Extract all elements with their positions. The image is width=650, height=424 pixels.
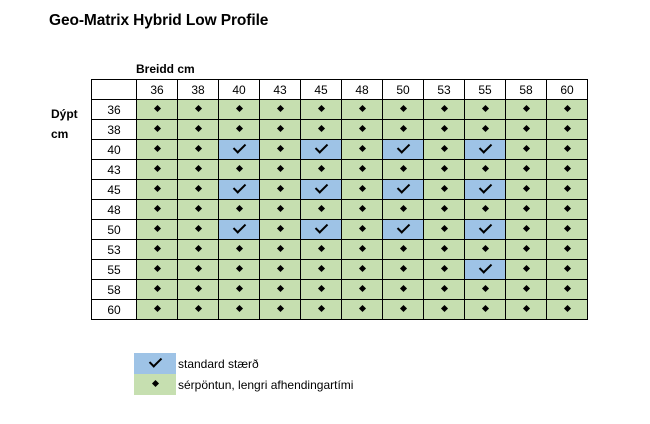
- special-order-cell: [506, 200, 547, 220]
- special-order-cell: [547, 260, 588, 280]
- diamond-icon: [276, 165, 283, 172]
- special-order-cell: [547, 160, 588, 180]
- special-order-cell: [301, 160, 342, 180]
- diamond-icon: [235, 105, 242, 112]
- diamond-icon: [358, 245, 365, 252]
- diamond-icon: [563, 245, 570, 252]
- special-order-cell: [260, 240, 301, 260]
- diamond-icon: [317, 285, 324, 292]
- diamond-icon: [522, 165, 529, 172]
- special-order-cell: [465, 300, 506, 320]
- diamond-icon: [317, 265, 324, 272]
- diamond-icon: [522, 305, 529, 312]
- special-order-cell: [465, 120, 506, 140]
- legend: [134, 353, 353, 395]
- check-icon: [314, 221, 327, 234]
- depth-header-cell: 58: [92, 280, 137, 300]
- standard-size-cell: [383, 140, 424, 160]
- table-row: [92, 260, 588, 280]
- special-order-cell: [178, 220, 219, 240]
- special-order-cell: [178, 240, 219, 260]
- check-icon: [232, 141, 245, 154]
- standard-size-cell: [219, 220, 260, 240]
- check-icon: [396, 141, 409, 154]
- special-order-cell: [219, 300, 260, 320]
- diamond-icon: [399, 305, 406, 312]
- special-order-cell: [137, 240, 178, 260]
- table-row: [92, 160, 588, 180]
- table-row: [92, 300, 588, 320]
- special-order-cell: [506, 300, 547, 320]
- special-order-cell: [301, 260, 342, 280]
- diamond-icon: [153, 185, 160, 192]
- special-order-cell: [260, 280, 301, 300]
- legend-item-standard: [134, 353, 353, 374]
- diamond-icon: [276, 225, 283, 232]
- special-order-cell: [547, 220, 588, 240]
- diamond-icon: [522, 125, 529, 132]
- depth-header-cell: 50: [92, 220, 137, 240]
- diamond-icon: [153, 125, 160, 132]
- special-order-cell: [219, 120, 260, 140]
- diamond-icon: [151, 379, 158, 386]
- check-icon: [232, 181, 245, 194]
- table-row: [92, 200, 588, 220]
- corner-cell: [92, 80, 137, 100]
- special-order-cell: [178, 140, 219, 160]
- standard-size-cell: [465, 260, 506, 280]
- diamond-icon: [276, 125, 283, 132]
- special-order-cell: [506, 180, 547, 200]
- width-header-cell: 38: [178, 80, 219, 100]
- special-order-cell: [506, 260, 547, 280]
- diamond-icon: [276, 305, 283, 312]
- diamond-icon: [563, 145, 570, 152]
- legend-label-standard: standard stærð: [178, 356, 259, 371]
- diamond-icon: [358, 185, 365, 192]
- diamond-icon: [399, 265, 406, 272]
- special-order-cell: [424, 200, 465, 220]
- special-order-cell: [178, 160, 219, 180]
- diamond-icon: [153, 305, 160, 312]
- special-order-cell: [301, 240, 342, 260]
- special-order-cell: [260, 260, 301, 280]
- standard-size-cell: [383, 220, 424, 240]
- special-order-cell: [383, 120, 424, 140]
- special-order-cell: [137, 140, 178, 160]
- depth-header-cell: 45: [92, 180, 137, 200]
- check-icon: [314, 141, 327, 154]
- special-order-cell: [465, 200, 506, 220]
- diamond-icon: [522, 245, 529, 252]
- special-order-cell: [342, 120, 383, 140]
- diamond-icon: [481, 105, 488, 112]
- diamond-icon: [522, 145, 529, 152]
- check-icon: [314, 181, 327, 194]
- special-order-cell: [547, 200, 588, 220]
- special-order-cell: [301, 100, 342, 120]
- diamond-icon: [194, 185, 201, 192]
- special-order-cell: [219, 260, 260, 280]
- special-order-cell: [260, 120, 301, 140]
- special-order-cell: [465, 280, 506, 300]
- diamond-icon: [563, 305, 570, 312]
- special-order-cell: [547, 280, 588, 300]
- special-order-cell: [547, 300, 588, 320]
- depth-axis-label: [51, 104, 78, 144]
- diamond-icon: [563, 205, 570, 212]
- diamond-icon: [358, 165, 365, 172]
- diamond-icon: [522, 225, 529, 232]
- standard-size-cell: [219, 140, 260, 160]
- special-order-cell: [547, 120, 588, 140]
- diamond-icon: [194, 145, 201, 152]
- special-order-cell: [424, 140, 465, 160]
- size-matrix-table: [91, 79, 588, 320]
- special-order-cell: [219, 100, 260, 120]
- diamond-icon: [235, 245, 242, 252]
- check-icon: [148, 354, 161, 367]
- special-order-cell: [424, 240, 465, 260]
- width-header-cell: 36: [137, 80, 178, 100]
- diamond-icon: [235, 285, 242, 292]
- diamond-icon: [440, 185, 447, 192]
- diamond-icon: [194, 245, 201, 252]
- standard-size-cell: [465, 180, 506, 200]
- check-icon: [478, 221, 491, 234]
- diamond-icon: [194, 205, 201, 212]
- depth-header-cell: 53: [92, 240, 137, 260]
- diamond-icon: [440, 305, 447, 312]
- diamond-icon: [358, 105, 365, 112]
- special-order-cell: [424, 120, 465, 140]
- diamond-icon: [481, 245, 488, 252]
- diamond-icon: [440, 165, 447, 172]
- special-order-cell: [547, 140, 588, 160]
- diamond-icon: [358, 225, 365, 232]
- special-order-cell: [424, 300, 465, 320]
- special-order-cell: [137, 160, 178, 180]
- width-header-cell: 40: [219, 80, 260, 100]
- diamond-icon: [153, 265, 160, 272]
- special-order-cell: [301, 280, 342, 300]
- diamond-icon: [399, 285, 406, 292]
- special-order-cell: [383, 160, 424, 180]
- special-order-cell: [260, 160, 301, 180]
- special-order-cell: [506, 160, 547, 180]
- diamond-icon: [276, 145, 283, 152]
- special-order-cell: [219, 240, 260, 260]
- diamond-icon: [440, 285, 447, 292]
- diamond-icon: [399, 125, 406, 132]
- diamond-icon: [522, 185, 529, 192]
- special-order-cell: [178, 100, 219, 120]
- special-order-cell: [342, 180, 383, 200]
- diamond-icon: [153, 145, 160, 152]
- table-row: [92, 100, 588, 120]
- diamond-icon: [481, 205, 488, 212]
- depth-label-line-2: cm: [51, 127, 69, 141]
- table-row: [92, 240, 588, 260]
- special-order-cell: [547, 240, 588, 260]
- special-order-cell: [424, 280, 465, 300]
- width-header-row: [92, 80, 588, 100]
- width-header-cell: 55: [465, 80, 506, 100]
- special-order-cell: [383, 300, 424, 320]
- diamond-icon: [440, 125, 447, 132]
- diamond-icon: [317, 125, 324, 132]
- check-icon: [396, 181, 409, 194]
- width-axis-label: Breidd cm: [136, 62, 195, 76]
- special-order-cell: [424, 100, 465, 120]
- depth-header-cell: 60: [92, 300, 137, 320]
- depth-header-cell: 43: [92, 160, 137, 180]
- standard-size-cell: [301, 180, 342, 200]
- special-order-cell: [424, 180, 465, 200]
- depth-header-cell: 36: [92, 100, 137, 120]
- diamond-icon: [153, 105, 160, 112]
- diamond-icon: [522, 285, 529, 292]
- diamond-icon: [563, 265, 570, 272]
- diamond-icon: [276, 105, 283, 112]
- diamond-icon: [522, 205, 529, 212]
- depth-header-cell: 48: [92, 200, 137, 220]
- diamond-icon: [481, 285, 488, 292]
- diamond-icon: [563, 285, 570, 292]
- special-order-cell: [383, 280, 424, 300]
- diamond-icon: [235, 265, 242, 272]
- table-row: [92, 180, 588, 200]
- special-order-cell: [342, 140, 383, 160]
- standard-size-cell: [301, 140, 342, 160]
- check-icon: [478, 181, 491, 194]
- special-order-cell: [383, 100, 424, 120]
- diamond-icon: [563, 165, 570, 172]
- legend-swatch-special: [134, 374, 176, 395]
- special-order-cell: [260, 220, 301, 240]
- special-order-cell: [178, 280, 219, 300]
- special-order-cell: [424, 160, 465, 180]
- special-order-cell: [506, 100, 547, 120]
- legend-label-special: sérpöntun, lengri afhendingartími: [178, 377, 354, 392]
- special-order-cell: [383, 200, 424, 220]
- special-order-cell: [383, 240, 424, 260]
- special-order-cell: [342, 160, 383, 180]
- special-order-cell: [342, 280, 383, 300]
- special-order-cell: [465, 240, 506, 260]
- diamond-icon: [522, 105, 529, 112]
- table-row: [92, 140, 588, 160]
- special-order-cell: [260, 100, 301, 120]
- depth-header-cell: 40: [92, 140, 137, 160]
- special-order-cell: [137, 300, 178, 320]
- special-order-cell: [506, 280, 547, 300]
- special-order-cell: [178, 180, 219, 200]
- diamond-icon: [276, 265, 283, 272]
- table-row: [92, 220, 588, 240]
- width-header-cell: 60: [547, 80, 588, 100]
- special-order-cell: [260, 200, 301, 220]
- special-order-cell: [260, 180, 301, 200]
- diamond-icon: [440, 265, 447, 272]
- diamond-icon: [317, 105, 324, 112]
- width-header-cell: 48: [342, 80, 383, 100]
- special-order-cell: [342, 300, 383, 320]
- special-order-cell: [383, 260, 424, 280]
- special-order-cell: [219, 200, 260, 220]
- special-order-cell: [137, 220, 178, 240]
- diamond-icon: [399, 205, 406, 212]
- special-order-cell: [219, 280, 260, 300]
- diamond-icon: [317, 305, 324, 312]
- table-row: [92, 280, 588, 300]
- diamond-icon: [317, 205, 324, 212]
- special-order-cell: [506, 120, 547, 140]
- diamond-icon: [194, 225, 201, 232]
- special-order-cell: [465, 160, 506, 180]
- diamond-icon: [481, 305, 488, 312]
- depth-label-line-1: Dýpt: [51, 107, 78, 121]
- special-order-cell: [342, 200, 383, 220]
- diamond-icon: [194, 305, 201, 312]
- special-order-cell: [465, 100, 506, 120]
- special-order-cell: [342, 220, 383, 240]
- diamond-icon: [276, 205, 283, 212]
- special-order-cell: [137, 260, 178, 280]
- check-icon: [232, 221, 245, 234]
- diamond-icon: [194, 125, 201, 132]
- standard-size-cell: [465, 220, 506, 240]
- diamond-icon: [481, 165, 488, 172]
- standard-size-cell: [383, 180, 424, 200]
- diamond-icon: [235, 205, 242, 212]
- width-header-cell: 58: [506, 80, 547, 100]
- special-order-cell: [301, 200, 342, 220]
- diamond-icon: [235, 305, 242, 312]
- diamond-icon: [276, 285, 283, 292]
- diamond-icon: [399, 245, 406, 252]
- check-icon: [478, 261, 491, 274]
- width-header-cell: 53: [424, 80, 465, 100]
- special-order-cell: [547, 100, 588, 120]
- width-header-cell: 45: [301, 80, 342, 100]
- special-order-cell: [260, 140, 301, 160]
- special-order-cell: [178, 300, 219, 320]
- diamond-icon: [481, 125, 488, 132]
- check-icon: [396, 221, 409, 234]
- special-order-cell: [506, 220, 547, 240]
- diamond-icon: [358, 265, 365, 272]
- diamond-icon: [153, 165, 160, 172]
- special-order-cell: [342, 240, 383, 260]
- diamond-icon: [194, 165, 201, 172]
- special-order-cell: [137, 200, 178, 220]
- diamond-icon: [235, 125, 242, 132]
- diamond-icon: [440, 145, 447, 152]
- diamond-icon: [563, 125, 570, 132]
- diamond-icon: [153, 245, 160, 252]
- diamond-icon: [358, 285, 365, 292]
- legend-swatch-standard: [134, 353, 176, 374]
- special-order-cell: [301, 120, 342, 140]
- diamond-icon: [440, 205, 447, 212]
- page-title: Geo-Matrix Hybrid Low Profile: [49, 12, 269, 29]
- diamond-icon: [153, 225, 160, 232]
- diamond-icon: [317, 165, 324, 172]
- diamond-icon: [440, 225, 447, 232]
- special-order-cell: [137, 280, 178, 300]
- depth-header-cell: 38: [92, 120, 137, 140]
- width-header-cell: 43: [260, 80, 301, 100]
- special-order-cell: [137, 180, 178, 200]
- special-order-cell: [260, 300, 301, 320]
- special-order-cell: [424, 260, 465, 280]
- special-order-cell: [219, 160, 260, 180]
- diamond-icon: [153, 285, 160, 292]
- standard-size-cell: [219, 180, 260, 200]
- diamond-icon: [235, 165, 242, 172]
- diamond-icon: [563, 225, 570, 232]
- special-order-cell: [506, 140, 547, 160]
- diamond-icon: [522, 265, 529, 272]
- special-order-cell: [178, 120, 219, 140]
- special-order-cell: [342, 260, 383, 280]
- legend-item-special: [134, 374, 353, 395]
- diamond-icon: [194, 285, 201, 292]
- diamond-icon: [153, 205, 160, 212]
- special-order-cell: [178, 260, 219, 280]
- special-order-cell: [301, 300, 342, 320]
- diamond-icon: [563, 185, 570, 192]
- diamond-icon: [358, 305, 365, 312]
- diamond-icon: [276, 185, 283, 192]
- diamond-icon: [358, 205, 365, 212]
- standard-size-cell: [301, 220, 342, 240]
- special-order-cell: [506, 240, 547, 260]
- table-row: [92, 120, 588, 140]
- special-order-cell: [137, 120, 178, 140]
- width-header-cell: 50: [383, 80, 424, 100]
- special-order-cell: [178, 200, 219, 220]
- diamond-icon: [399, 105, 406, 112]
- diamond-icon: [399, 165, 406, 172]
- special-order-cell: [424, 220, 465, 240]
- diamond-icon: [194, 265, 201, 272]
- diamond-icon: [358, 145, 365, 152]
- diamond-icon: [194, 105, 201, 112]
- special-order-cell: [342, 100, 383, 120]
- special-order-cell: [137, 100, 178, 120]
- diamond-icon: [358, 125, 365, 132]
- diamond-icon: [563, 105, 570, 112]
- special-order-cell: [547, 180, 588, 200]
- standard-size-cell: [465, 140, 506, 160]
- check-icon: [478, 141, 491, 154]
- depth-header-cell: 55: [92, 260, 137, 280]
- diamond-icon: [440, 105, 447, 112]
- diamond-icon: [317, 245, 324, 252]
- diamond-icon: [440, 245, 447, 252]
- diamond-icon: [276, 245, 283, 252]
